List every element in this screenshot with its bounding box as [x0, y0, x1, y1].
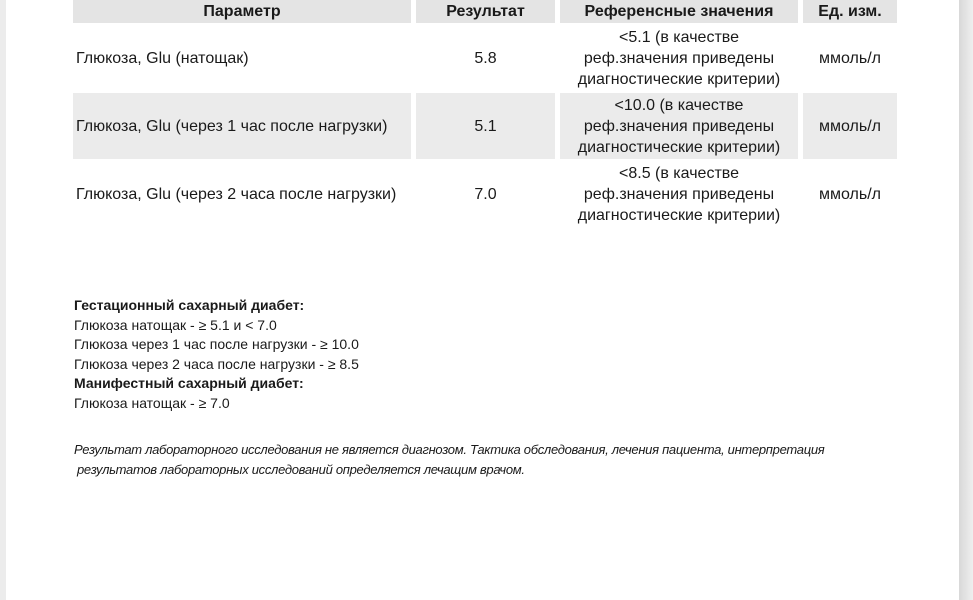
reference-cell: [560, 93, 798, 159]
table-header: [73, 0, 897, 23]
results-table: [68, 0, 902, 229]
param-cell: Глюкоза, Glu (через 2 часа после нагрузки): [76, 185, 397, 203]
criteria-line: Глюкоза через 1 час после нагрузки - ≥ 10.0: [74, 336, 359, 352]
unit-cell: ммоль/л: [819, 49, 881, 67]
disclaimer-line: Результат лабораторного исследования не является диагнозом. Тактика обследования, лечения пациента, интерпретация: [74, 442, 825, 457]
unit-cell: ммоль/л: [803, 93, 897, 159]
gestational-title: Гестационный сахарный диабет:: [74, 297, 305, 313]
disclaimer-line: результатов лабораторных исследований определяется лечащим врачом.: [77, 462, 525, 477]
criteria-line: Глюкоза натощак - ≥ 5.1 и < 7.0: [74, 316, 277, 333]
ref-line: реф.значения приведены: [583, 117, 775, 135]
ref-line: <5.1 (в качестве: [619, 28, 739, 46]
param-cell: Глюкоза, Glu (через 1 час после нагрузки): [73, 93, 411, 159]
table-row: [73, 93, 897, 159]
ref-line: диагностические критерии): [577, 206, 781, 224]
ref-line: <10.0 (в качестве: [614, 96, 744, 114]
disclaimer: [74, 440, 824, 480]
ref-line: реф.значения приведены: [583, 49, 775, 67]
table-row: [73, 161, 897, 227]
criteria-line: Глюкоза натощак - ≥ 7.0: [74, 394, 230, 411]
scrollbar[interactable]: [959, 0, 973, 600]
param-cell: Глюкоза, Glu (натощак): [76, 49, 249, 67]
criteria-line: Глюкоза через 2 часа после нагрузки - ≥ 8.5: [74, 355, 359, 372]
result-cell: 5.8: [474, 49, 497, 67]
ref-line: реф.значения приведены: [583, 185, 775, 203]
ref-line: диагностические критерии): [577, 70, 781, 88]
unit-cell: ммоль/л: [819, 185, 881, 203]
result-cell: 5.1: [416, 93, 555, 159]
page-left-edge: [0, 0, 6, 600]
reference-cell: [560, 25, 798, 91]
ref-line: диагностические критерии): [577, 138, 781, 156]
result-cell: 7.0: [474, 185, 497, 203]
header-parameter: Параметр: [73, 0, 411, 23]
ref-line: <8.5 (в качестве: [619, 164, 739, 182]
header-reference: Референсные значения: [560, 0, 798, 23]
manifest-title: Манифестный сахарный диабет:: [74, 375, 304, 391]
reference-cell: [560, 161, 798, 227]
diagnostic-criteria: [74, 296, 359, 413]
table-row: [73, 25, 897, 91]
header-result: Результат: [416, 0, 555, 23]
header-unit: Ед. изм.: [803, 0, 897, 23]
